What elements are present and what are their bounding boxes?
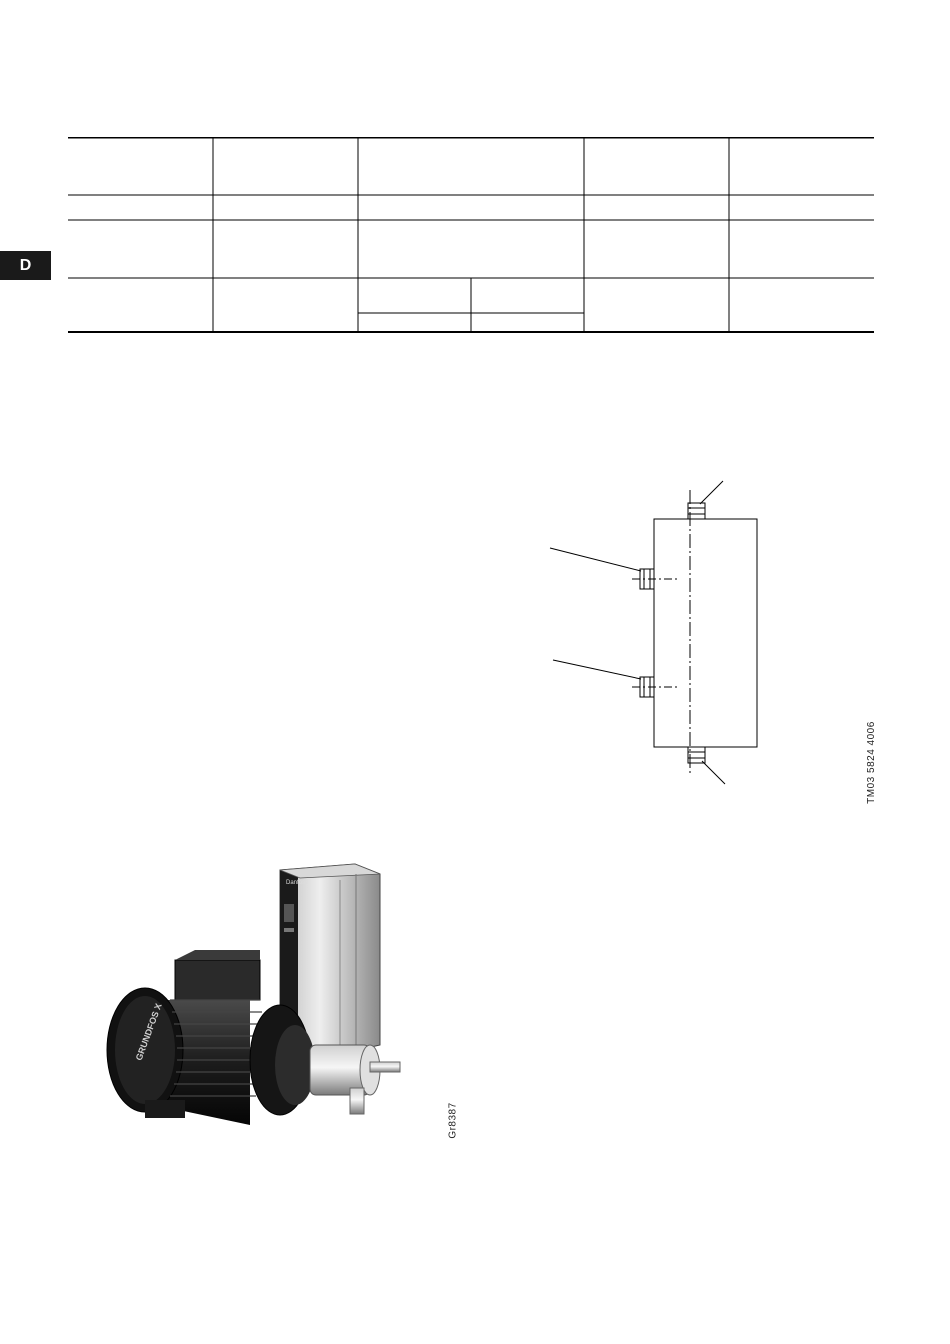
vessel-diagram <box>540 470 760 800</box>
svg-text:Danfoss: Danfoss <box>286 880 309 886</box>
pump-motor-photo <box>100 860 420 1140</box>
svg-text:GRUNDFOS X: GRUNDFOS X <box>133 1001 164 1062</box>
section-tab <box>0 251 51 280</box>
pump-head <box>310 1045 400 1114</box>
spec-table <box>68 137 874 337</box>
photo-code: Gr8387 <box>447 1101 459 1139</box>
section-tab-label: D <box>19 256 32 274</box>
diagram-code: TM03 5824 4006 <box>865 720 877 804</box>
motor <box>107 950 265 1125</box>
